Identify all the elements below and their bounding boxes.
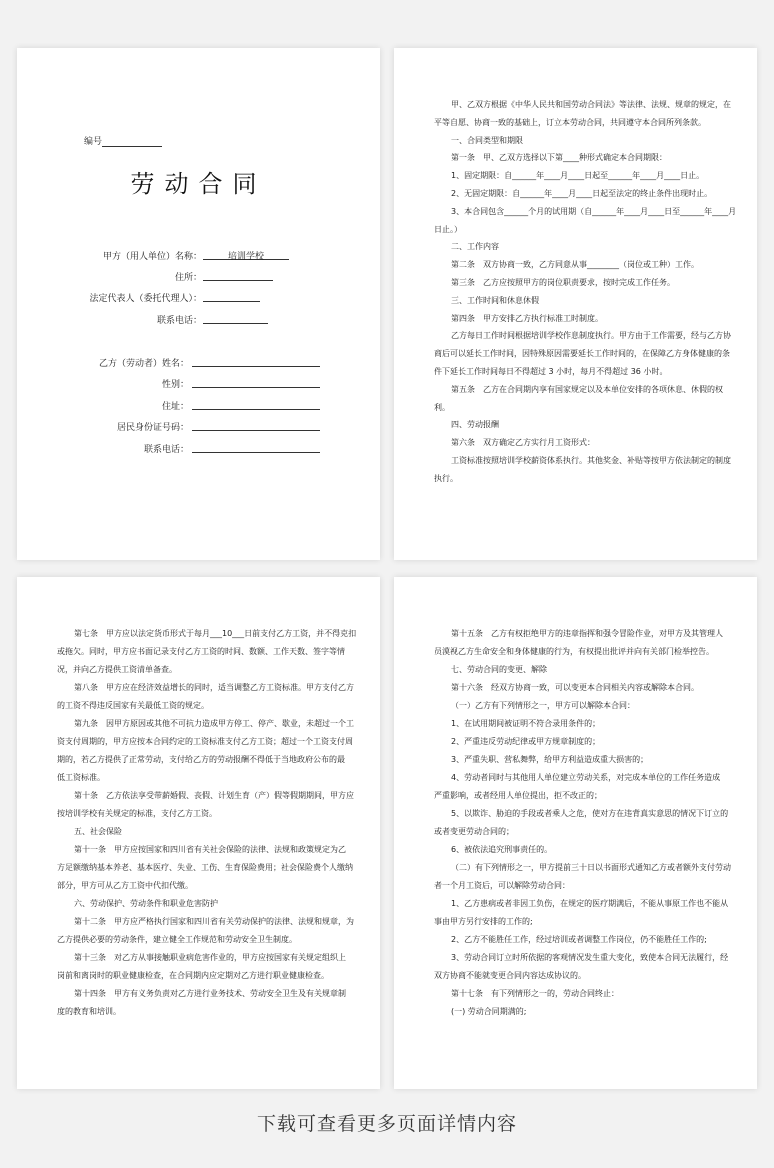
contract-text-line: 平等自愿、协商一致的基础上，订立本劳动合同，共同遵守本合同所列条款。 bbox=[434, 117, 706, 127]
contract-text-line: 期的，若乙方提供了正常劳动，支付给乙方的劳动报酬不得低于当地政府公布的最 bbox=[57, 755, 345, 764]
party-b-field bbox=[17, 399, 189, 411]
contract-text-line: 或拖欠。同时，甲方应书面记录支付乙方工资的时间、数额、工作天数、签字等情 bbox=[57, 647, 345, 656]
contract-code-label: 编号 bbox=[84, 137, 103, 147]
party-a-field bbox=[17, 291, 202, 303]
contract-text-line: 岗前和离岗时的职业健康检查，在合同期内应定期对乙方进行职业健康检查。 bbox=[57, 971, 329, 980]
contract-text-line: 双方协商不能就变更合同内容达成协议的。 bbox=[434, 971, 586, 980]
contract-text-line: 第十三条 对乙方从事接触职业病危害作业的，甲方应按国家有关规定组织上 bbox=[74, 953, 346, 962]
party-a-field bbox=[17, 270, 202, 282]
contract-text-line: 四、劳动报酬 bbox=[451, 420, 499, 430]
party-a-field bbox=[17, 249, 202, 261]
contract-text-line: 甲、乙双方根据《中华人民共和国劳动合同法》等法律、法规、规章的规定，在 bbox=[451, 100, 731, 109]
field-value: 培训学校 bbox=[203, 249, 289, 260]
contract-text-line: 部分，甲方可从乙方工资中代扣代缴。 bbox=[57, 881, 193, 890]
contract-text-line: 件下延长工作时间每日不得超过 3 小时，每月不得超过 36 小时。 bbox=[434, 367, 668, 376]
contract-text-line: 乙方提供必要的劳动条件，建立健全工作规范和劳动安全卫生制度。 bbox=[57, 935, 297, 944]
field-value bbox=[203, 270, 273, 281]
contract-text-line: 按培训学校有关规定的标准，支付乙方工资。 bbox=[57, 809, 217, 818]
field-label: 性别： bbox=[161, 380, 189, 390]
field-label: 法定代表人（委托代理人）： bbox=[89, 294, 202, 304]
contract-page-2 bbox=[394, 48, 757, 560]
contract-text-line: （二）有下列情形之一，甲方提前三十日以书面形式通知乙方或者额外支付劳动 bbox=[451, 863, 731, 872]
party-b-field bbox=[17, 420, 189, 432]
party-b-field bbox=[17, 442, 189, 454]
contract-text-line: 3、严重失职、营私舞弊，给甲方利益造成重大损害的； bbox=[451, 755, 649, 764]
contract-page-3 bbox=[17, 577, 380, 1089]
contract-text-line: 六、劳动保护、劳动条件和职业危害防护 bbox=[74, 899, 218, 908]
contract-text-line: 资支付周期的，甲方应按本合同约定的工资标准支付乙方工资；超过一个工资支付周 bbox=[57, 737, 353, 746]
contract-text-line: 第三条 乙方应按照甲方的岗位职责要求，按时完成工作任务。 bbox=[451, 278, 675, 287]
contract-text-line: 一、合同类型和期限 bbox=[451, 135, 523, 145]
field-label: 住所： bbox=[174, 273, 202, 283]
field-value bbox=[192, 442, 320, 453]
contract-text-line: 日止。） bbox=[434, 224, 462, 234]
field-value bbox=[192, 420, 320, 431]
contract-text-line: 第一条 甲、乙双方选择以下第____种形式确定本合同期限： bbox=[451, 153, 667, 163]
contract-text-line: 第十二条 甲方应严格执行国家和四川省有关劳动保护的法律、法规和规章，为 bbox=[74, 917, 354, 926]
contract-text-line: 1、乙方患病或者非因工负伤，在规定的医疗期满后，不能从事原工作也不能从 bbox=[451, 899, 729, 908]
contract-text-line: 执行。 bbox=[434, 473, 458, 483]
contract-text-line: 2、无固定期限：自______年____月____日起至法定的终止条件出现时止。 bbox=[451, 189, 713, 198]
contract-code-field bbox=[84, 134, 162, 147]
contract-text-line: 3、劳动合同订立时所依据的客观情况发生重大变化，致使本合同无法履行，经 bbox=[451, 953, 729, 962]
contract-text-line: 况，并向乙方提供工资清单备查。 bbox=[57, 665, 177, 674]
contract-text-line: 三、工作时间和休息休假 bbox=[451, 295, 539, 305]
contract-text-line: 第十五条 乙方有权拒绝甲方的违章指挥和强令冒险作业，对甲方及其管理人 bbox=[451, 629, 723, 638]
party-b-field bbox=[17, 377, 189, 389]
contract-text-line: 第七条 甲方应以法定货币形式于每月___10___日前支付乙方工资，并不得克扣 bbox=[74, 629, 357, 638]
contract-text-line: 1、在试用期间被证明不符合录用条件的； bbox=[451, 719, 601, 728]
contract-text-line: 乙方每日工作时间根据培训学校作息制度执行。甲方由于工作需要，经与乙方协 bbox=[451, 331, 731, 341]
contract-text-line: 第十条 乙方依法享受带薪婚假、丧假、计划生育（产）假等假期期间，甲方应 bbox=[74, 791, 354, 800]
contract-text-line: 第十四条 甲方有义务负责对乙方进行业务技术、劳动安全卫生及有关规章制 bbox=[74, 989, 346, 998]
contract-text-line: 4、劳动者同时与其他用人单位建立劳动关系，对完成本单位的工作任务造成 bbox=[451, 773, 721, 782]
contract-text-line: 低工资标准。 bbox=[57, 773, 105, 782]
party-a-field bbox=[17, 313, 202, 325]
field-label: 甲方（用人单位）名称： bbox=[102, 252, 202, 262]
contract-text-line: 度的教育和培训。 bbox=[57, 1007, 121, 1016]
contract-text-line: 第四条 甲方安排乙方执行标准工时制度。 bbox=[451, 313, 603, 323]
contract-text-line: 商后可以延长工作时间，因特殊原因需要延长工作时间的，在保障乙方身体健康的条 bbox=[434, 349, 730, 359]
contract-text-line: 1、固定期限：自______年____月____日起至______年____月____日止。 bbox=[451, 171, 705, 181]
contract-text-line: 工资标准按照培训学校薪资体系执行。其他奖金、补贴等按甲方依法制定的制度 bbox=[451, 456, 731, 465]
contract-text-line: 第五条 乙方在合同期内享有国家规定以及本单位安排的各项休息、休假的权 bbox=[451, 384, 723, 394]
contract-text-line: 第六条 双方确定乙方实行月工资形式： bbox=[451, 438, 595, 448]
contract-text-line: 第八条 甲方应在经济效益增长的同时，适当调整乙方工资标准。甲方支付乙方 bbox=[74, 683, 354, 692]
party-b-field bbox=[17, 356, 189, 368]
field-value bbox=[192, 377, 320, 388]
contract-text-line: 第十一条 甲方应按国家和四川省有关社会保险的法律、法规和政策规定为乙 bbox=[74, 845, 346, 854]
contract-text-line: 严重影响，或者经用人单位提出，拒不改正的； bbox=[434, 791, 602, 800]
contract-text-line: 2、乙方不能胜任工作，经过培训或者调整工作岗位，仍不能胜任工作的; bbox=[451, 935, 707, 944]
contract-text-line: 第二条 双方协商一致，乙方同意从事________（岗位或工种）工作。 bbox=[451, 260, 699, 270]
field-value bbox=[192, 356, 320, 367]
contract-text-line: 2、严重违反劳动纪律或甲方规章制度的； bbox=[451, 737, 601, 746]
contract-text-line: 5、以欺诈、胁迫的手段或者乘人之危，使对方在违背真实意思的情况下订立的 bbox=[451, 809, 729, 818]
download-more-pages-caption: 下载可查看更多页面详情内容 bbox=[256, 1113, 517, 1135]
contract-text-line: 3、本合同包含______个月的试用期（自______年____月____日至______年____月 bbox=[451, 206, 737, 216]
contract-text-line: 事由甲方另行安排的工作的; bbox=[434, 917, 533, 926]
contract-text-line: 6、被依法追究刑事责任的。 bbox=[451, 845, 553, 854]
contract-text-line: 利。 bbox=[434, 402, 450, 412]
contract-text-line: 或者变更劳动合同的； bbox=[434, 827, 514, 836]
field-value bbox=[203, 313, 268, 324]
contract-text-line: 二、工作内容 bbox=[451, 242, 499, 252]
contract-text-line: (一) 劳动合同期满的; bbox=[451, 1007, 527, 1016]
contract-text-line: 第十七条 有下列情形之一的，劳动合同终止： bbox=[451, 989, 619, 998]
field-value bbox=[192, 399, 320, 410]
field-label: 居民身份证号码： bbox=[116, 423, 189, 433]
contract-page-4 bbox=[394, 577, 757, 1089]
contract-text-line: 员漠视乙方生命安全和身体健康的行为，有权提出批评并向有关部门检举控告。 bbox=[434, 647, 714, 656]
contract-text-line: 第九条 因甲方原因或其他不可抗力造成甲方停工、停产、歇业，未超过一个工 bbox=[74, 719, 354, 728]
field-label: 联系电话： bbox=[143, 445, 189, 455]
contract-text-line: 五、社会保险 bbox=[74, 827, 122, 836]
contract-text-line: 七、劳动合同的变更、解除 bbox=[451, 665, 547, 674]
field-label: 乙方（劳动者）姓名： bbox=[98, 359, 189, 369]
contract-text-line: 者一个月工资后，可以解除劳动合同： bbox=[434, 881, 570, 890]
contract-code-blank bbox=[102, 137, 162, 147]
contract-text-line: 方足额缴纳基本养老、基本医疗、失业、工伤、生育保险费用；社会保险费个人缴纳 bbox=[57, 863, 353, 872]
contract-text-line: （一）乙方有下列情形之一，甲方可以解除本合同： bbox=[451, 701, 635, 710]
field-value bbox=[203, 291, 260, 302]
contract-text-line: 的工资不得违反国家有关最低工资的规定。 bbox=[57, 701, 209, 710]
field-label: 住址： bbox=[161, 402, 189, 412]
contract-title: 劳动合同 bbox=[130, 170, 267, 198]
contract-cover-page bbox=[17, 48, 380, 560]
field-label: 联系电话： bbox=[156, 316, 202, 326]
contract-text-line: 第十六条 经双方协商一致，可以变更本合同相关内容或解除本合同。 bbox=[451, 683, 699, 692]
